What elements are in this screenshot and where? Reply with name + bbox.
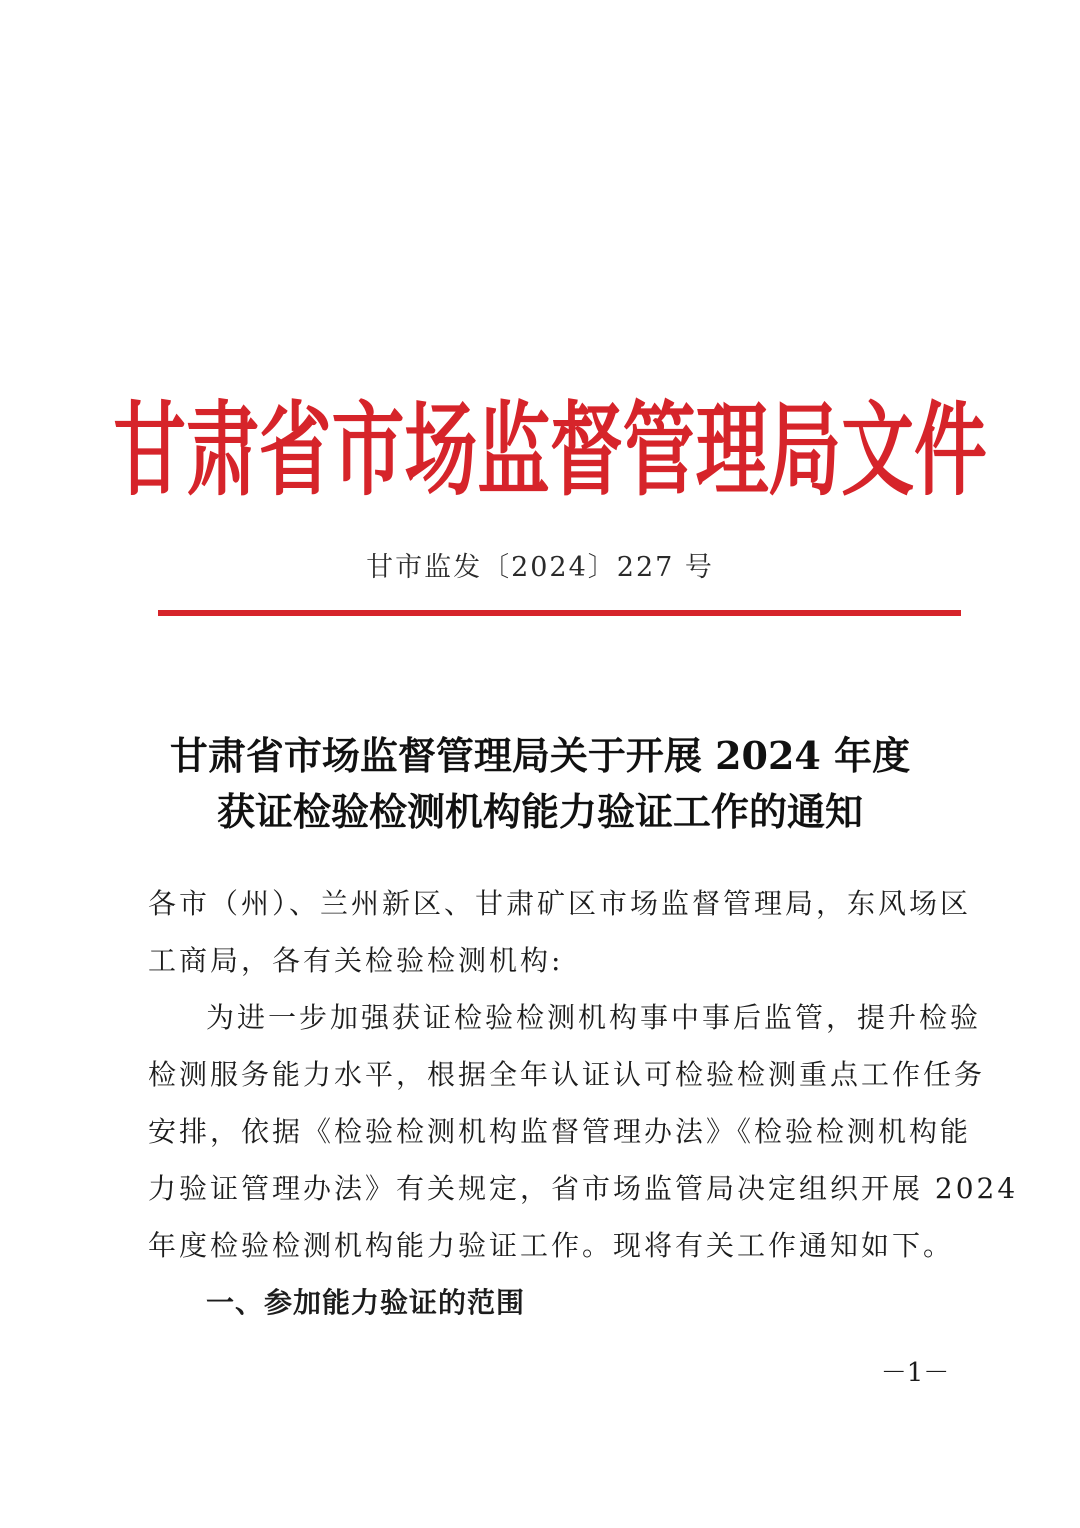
recipients-line-1: 各市（州）、兰州新区、甘肃矿区市场监督管理局，东风场区 [148, 887, 972, 920]
masthead [113, 372, 987, 512]
paragraph-line: 安排，依据《检验检测机构监督管理办法》《检验检测机构能 [148, 1115, 972, 1148]
paragraph-line: 检测服务能力水平，根据全年认证认可检验检测重点工作任务 [148, 1058, 986, 1091]
red-divider [158, 610, 961, 616]
paragraph-line: 力验证管理办法》有关规定，省市场监管局决定组织开展 2024 [148, 1172, 1019, 1205]
recipients-line-2: 工商局，各有关检验检测机构: [148, 944, 564, 977]
paragraph-line: 年度检验检测机构能力验证工作。现将有关工作通知如下。 [148, 1229, 955, 1262]
notice-body [148, 875, 1019, 1331]
document-number: 甘市监发〔2024〕227 号 [366, 552, 714, 583]
notice-title-line-2: 获证检验检测机构能力验证工作的通知 [216, 789, 863, 834]
section-heading-1: 一、参加能力验证的范围 [206, 1286, 526, 1319]
page-number: －1－ [880, 1358, 950, 1388]
notice-title [0, 728, 1080, 840]
notice-title-line-1: 甘肃省市场监督管理局关于开展 2024 年度 [169, 733, 911, 778]
masthead-title: 甘肃省市场监督管理局文件 [113, 390, 987, 510]
paragraph-line: 为进一步加强获证检验检测机构事中事后监管，提升检验 [206, 1001, 982, 1034]
